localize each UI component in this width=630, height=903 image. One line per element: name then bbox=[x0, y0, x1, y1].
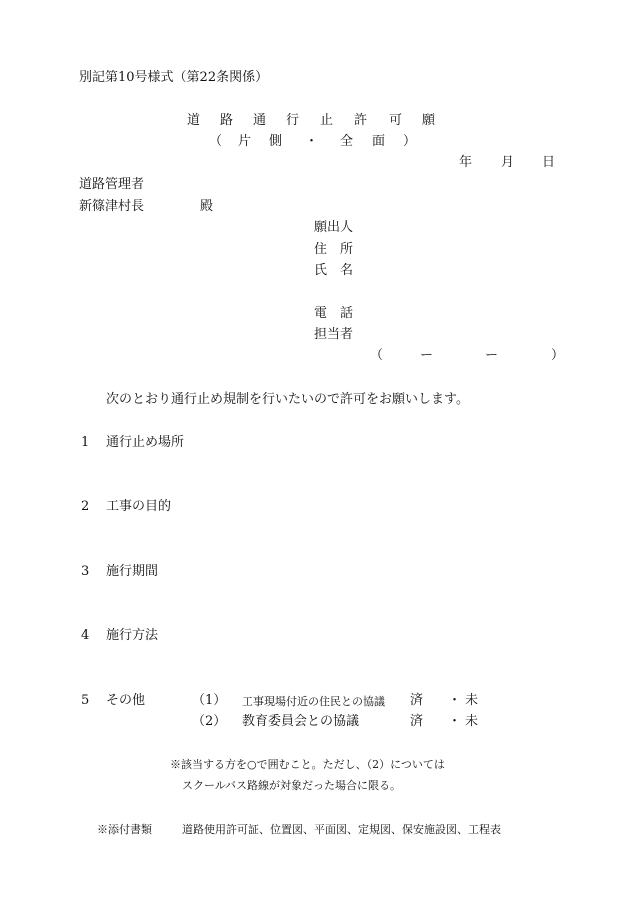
applicant-name-label-char: 名 bbox=[340, 263, 354, 278]
applicant-address-label-char: 住 bbox=[314, 242, 328, 257]
subtitle-char: 面 bbox=[372, 134, 386, 149]
title-char: 許 bbox=[354, 113, 368, 128]
applicant-heading: 願出人 bbox=[314, 220, 354, 235]
title-char: 行 bbox=[286, 113, 300, 128]
title-char: 願 bbox=[422, 113, 436, 128]
applicant-name-label-char: 氏 bbox=[314, 263, 328, 278]
subtitle-char: 側 bbox=[269, 134, 283, 149]
subitem-label: 教育委員会との協議 bbox=[242, 714, 360, 729]
item-number: 3 bbox=[81, 564, 90, 579]
item-label: 通行止め場所 bbox=[106, 435, 185, 450]
body-text: 次のとおり通行止め規制を行いたいので許可をお願いします。 bbox=[106, 392, 469, 407]
subtitle-separator: ・ bbox=[305, 134, 319, 149]
item-label: 工事の目的 bbox=[106, 499, 172, 514]
subitem-not-done: 未 bbox=[465, 693, 479, 708]
subitem-done: 済 bbox=[410, 714, 424, 729]
addressee-honorific: 殿 bbox=[200, 199, 214, 214]
applicant-phone-label-char: 話 bbox=[340, 306, 354, 321]
title-char: 路 bbox=[220, 113, 234, 128]
subtitle-char: 全 bbox=[340, 134, 354, 149]
date-month: 月 bbox=[501, 155, 515, 170]
date-day: 日 bbox=[542, 155, 556, 170]
applicant-contact-label: 担当者 bbox=[314, 327, 354, 342]
note-line1: ※該当する方を○で囲むこと。ただし、（2）については bbox=[170, 758, 445, 771]
title-char: 道 bbox=[187, 113, 201, 128]
title-char: 止 bbox=[320, 113, 334, 128]
item-number: 1 bbox=[81, 435, 90, 450]
item-number: 5 bbox=[81, 693, 90, 708]
tel-open-paren: （ bbox=[370, 348, 384, 363]
item-label: 施行期間 bbox=[106, 564, 159, 579]
attachments-label: ※添付書類 bbox=[97, 823, 152, 836]
applicant-address-label-char: 所 bbox=[340, 242, 354, 257]
note-line2: スクールバス路線が対象だった場合に限る。 bbox=[182, 779, 402, 792]
title-char: 可 bbox=[389, 113, 403, 128]
title-char: 通 bbox=[253, 113, 267, 128]
tel-dash: ー bbox=[485, 348, 499, 363]
subitem-number: （1） bbox=[192, 693, 227, 708]
subitem-done: 済 bbox=[410, 693, 424, 708]
tel-close-paren: ） bbox=[551, 348, 565, 363]
form-number: 別記第10号様式（第22条関係） bbox=[79, 70, 269, 85]
subitem-not-done: 未 bbox=[465, 714, 479, 729]
subitem-label: 工事現場付近の住民との協議 bbox=[242, 695, 385, 708]
subitem-dot: ・ bbox=[448, 693, 462, 708]
date-year: 年 bbox=[459, 155, 473, 170]
applicant-phone-label-char: 電 bbox=[314, 306, 328, 321]
item-label: 施行方法 bbox=[106, 628, 159, 643]
subtitle-close-paren: ） bbox=[403, 134, 417, 149]
item-label: その他 bbox=[106, 693, 146, 708]
subtitle-char: 片 bbox=[238, 134, 252, 149]
subitem-dot: ・ bbox=[448, 714, 462, 729]
addressee-line2: 新篠津村長 bbox=[79, 199, 145, 214]
subtitle-open-paren: （ bbox=[209, 134, 223, 149]
attachments-list: 道路使用許可証、位置図、平面図、定規図、保安施設図、工程表 bbox=[182, 823, 501, 836]
subitem-number: （2） bbox=[192, 714, 227, 729]
addressee-line1: 道路管理者 bbox=[79, 177, 145, 192]
tel-dash: ー bbox=[420, 348, 434, 363]
item-number: 4 bbox=[81, 628, 90, 643]
item-number: 2 bbox=[81, 499, 90, 514]
